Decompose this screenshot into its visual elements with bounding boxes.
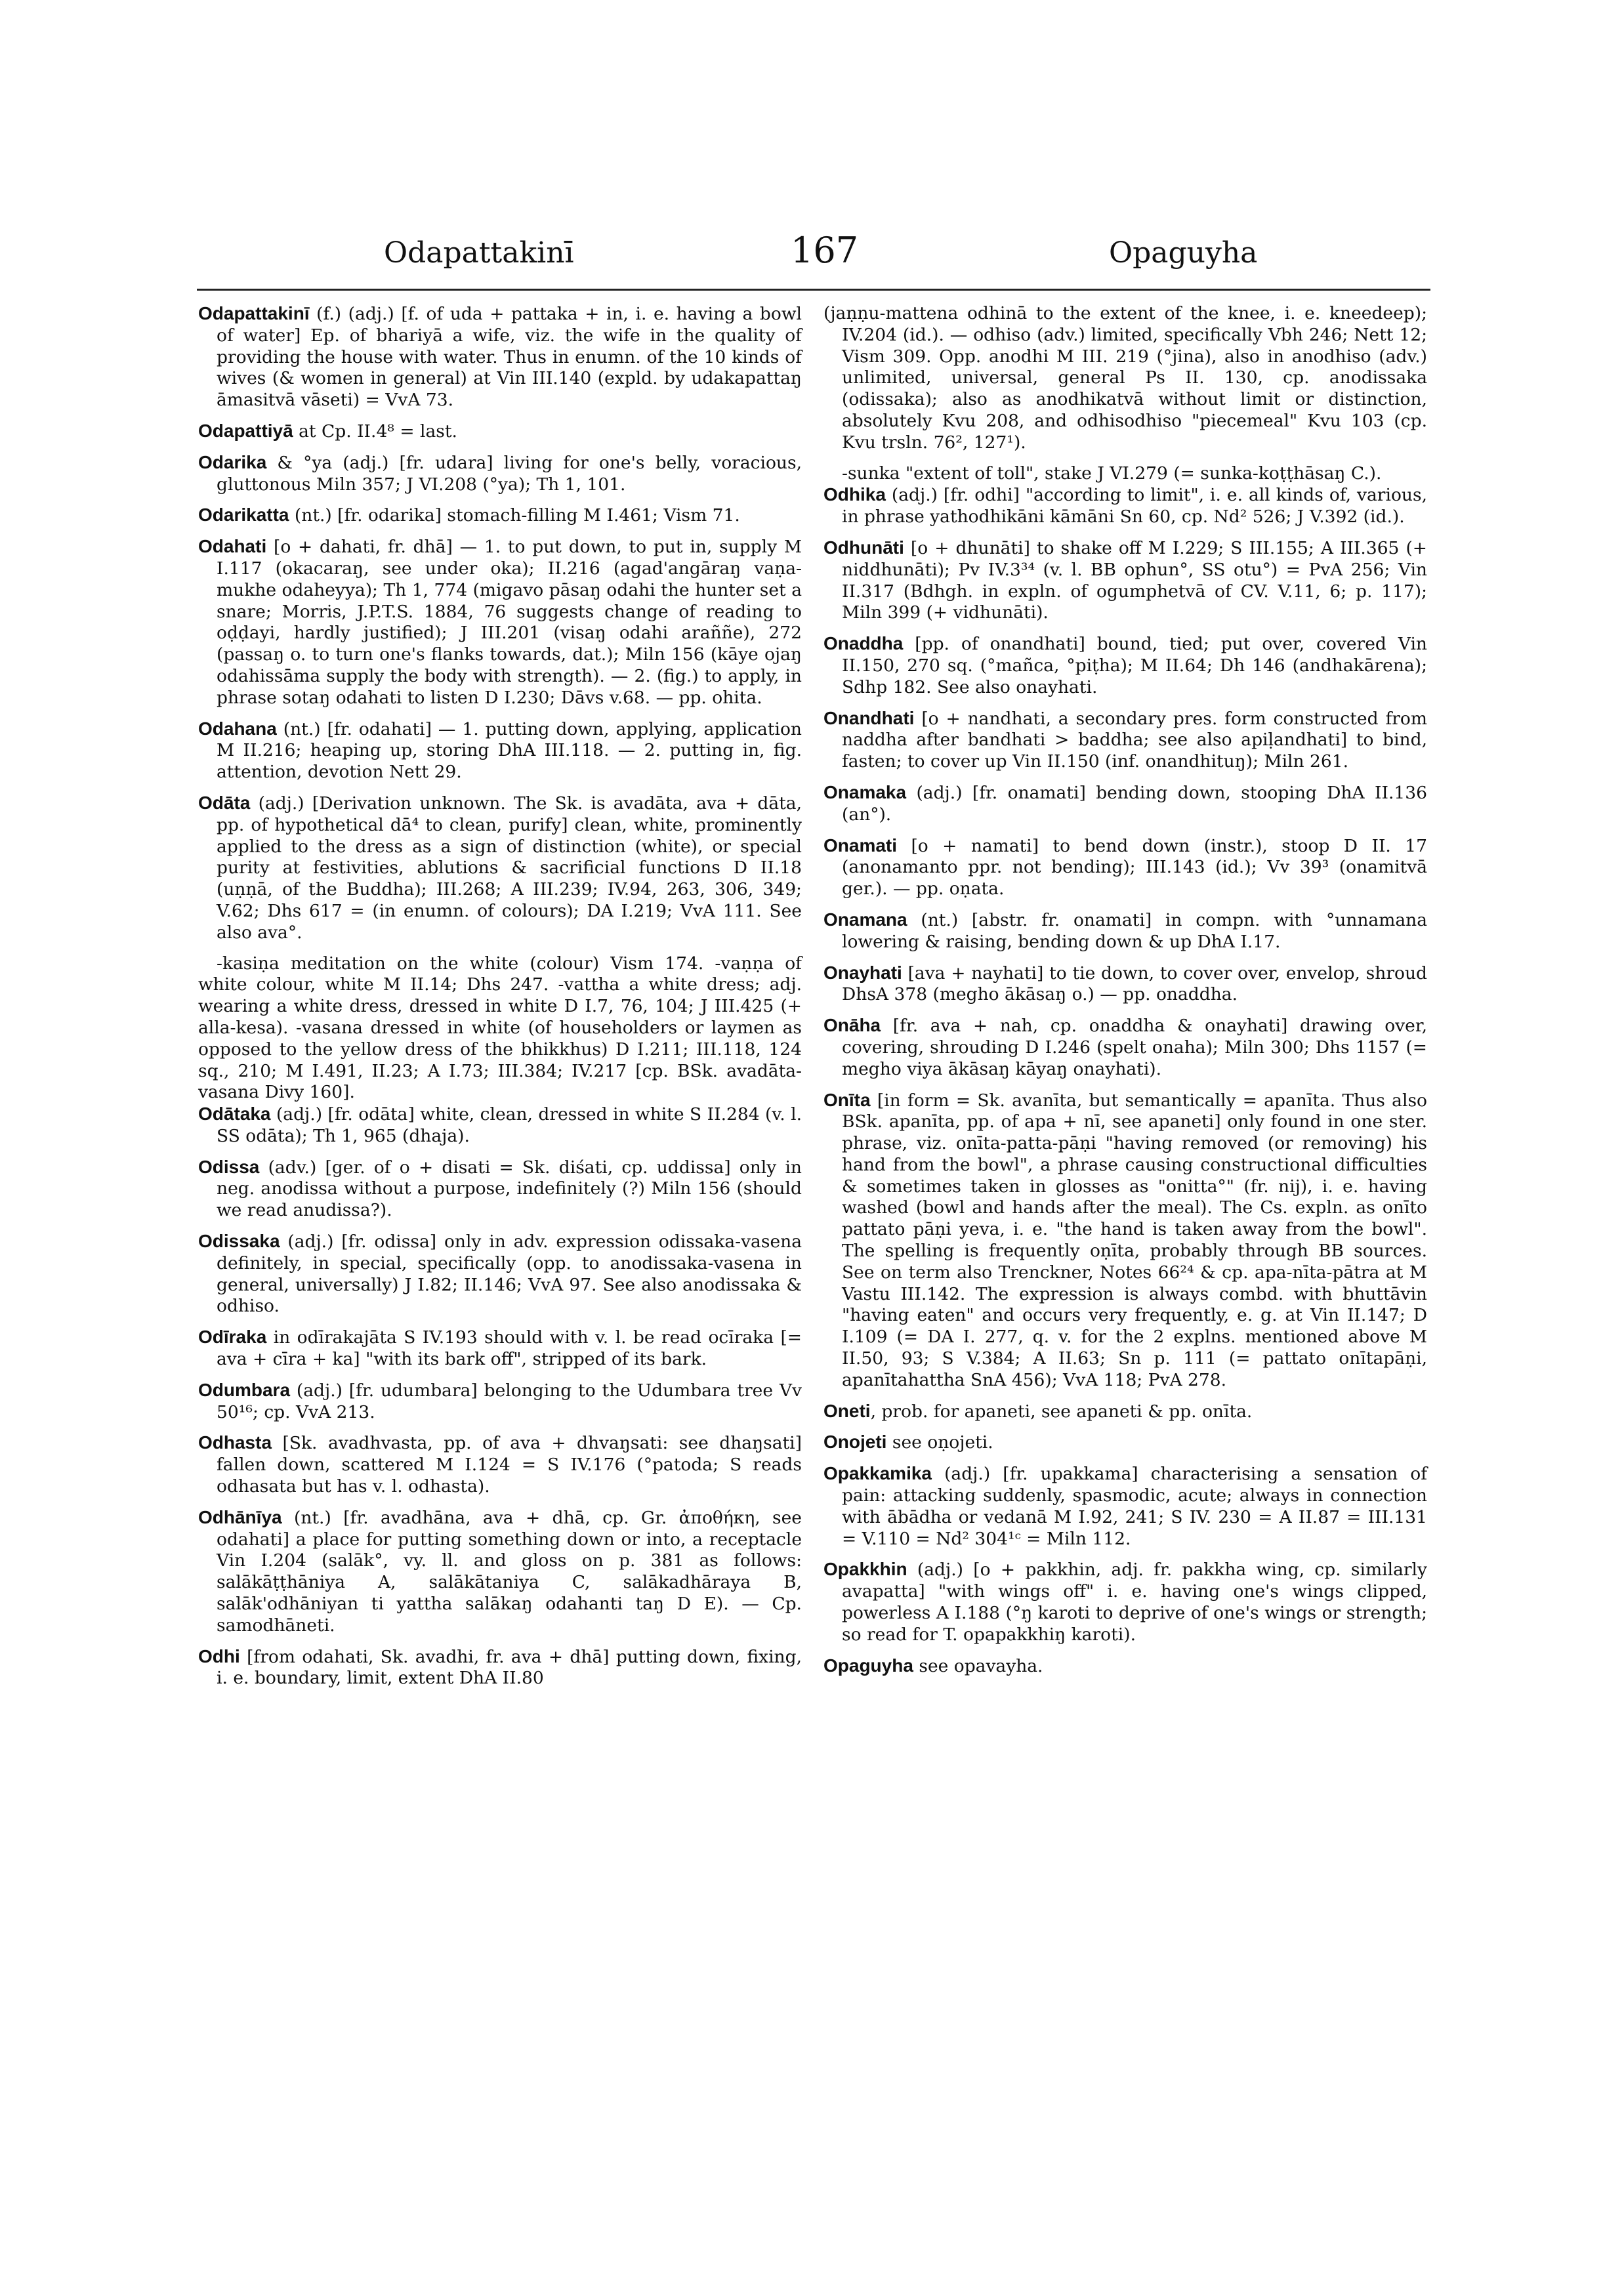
- entry-headword: Odapattiyā: [198, 420, 293, 441]
- entry-text: [fr. ava + nah, cp. onaddha & onayhati] drawing over, covering, shrouding D I.246 (spelt onaha); Miln 300; Dhs 1157 (= megho viya ākāsaŋ kāyaŋ onayhati).: [842, 1016, 1427, 1079]
- entry-text: (adj.) [fr. odāta] white, clean, dressed in white S II.284 (v. l. SS odāta); Th 1, 965 (dhaja).: [217, 1104, 802, 1146]
- entry-text: at Cp. II.4⁸ = last.: [293, 421, 457, 442]
- entry-text: (adj.) [Derivation unknown. The Sk. is avadāta, ava + dāta, pp. of hypothetical dā⁴ to clean, purify] clean, white, prominently applied to the dress as a sign of distinction (white), or special purity at festivities, ablutions & sacrificial functions D II.18 (uṇṇā, of the Buddha); III.268; A III.239; IV.94, 263, 306, 349; V.62; Dhs 617 = (in enumn. of colours); DA I.219; VvA 111. See also ava°.: [217, 793, 802, 943]
- entry-headword: Opakkhin: [823, 1559, 907, 1580]
- running-head-left: Odapattakinī: [384, 236, 574, 270]
- running-head-right: Opaguyha: [1109, 236, 1258, 270]
- entry-headword: Odhunāti: [823, 537, 904, 558]
- dictionary-entry: [823, 1015, 1427, 1080]
- entry-text: & °ya (adj.) [fr. udara] living for one's belly, voracious, gluttonous Miln 357; J VI.208 (°ya); Th 1, 101.: [217, 452, 802, 495]
- entry-text: [o + namati] to bend down (instr.), stoop D II. 17 (anonamanto ppr. not bending); III.143 (id.); Vv 39³ (onamitvā ger.). — pp. oṇata.: [842, 835, 1427, 899]
- dictionary-entry: [198, 1231, 802, 1317]
- entry-text: (adv.) [ger. of o + disati = Sk. diśati, cp. uddissa] only in neg. anodissa without a purpose, indefinitely (?) Miln 156 (should we read anudissa?).: [217, 1157, 802, 1221]
- entry-text: [from odahati, Sk. avadhi, fr. ava + dhā] putting down, fixing, i. e. boundary, limit, extent DhA II.80: [217, 1646, 802, 1689]
- dictionary-entry: [823, 909, 1427, 953]
- entry-text: (nt.) [fr. odarika] stomach-filling M I.461; Vism 71.: [289, 505, 740, 526]
- entry-headword: Odīraka: [198, 1327, 267, 1348]
- dictionary-entry: [823, 708, 1427, 773]
- dictionary-entry: [823, 835, 1427, 900]
- entry-text: see oṇojeti.: [886, 1432, 993, 1453]
- entry-headword: Onandhati: [823, 707, 915, 728]
- entry-headword: Odissaka: [198, 1231, 280, 1252]
- entry-headword: Odhi: [198, 1645, 240, 1666]
- dictionary-entry: [198, 793, 802, 944]
- dictionary-entry: [198, 421, 802, 443]
- entry-text: (adj.) [fr. odissa] only in adv. expression odissaka-vasena definitely, in special, specifically (opp. to anodissaka-vasena in general, universally) J I.82; II.146; VvA 97. See also anodissaka & odhiso.: [217, 1231, 802, 1317]
- dictionary-entry: [198, 536, 802, 709]
- entry-headword: Onīta: [823, 1089, 871, 1110]
- entry-text: (adj.) [fr. odhi] "according to limit", i. e. all kinds of, various, in phrase yathodhikāni kāmāni Sn 60, cp. Nd² 526; J V.392 (id.).: [842, 485, 1427, 527]
- dictionary-entry: [823, 633, 1427, 698]
- dictionary-entry: [198, 1380, 802, 1424]
- entry-headword: Odāta: [198, 792, 251, 813]
- entry-headword: Odahati: [198, 536, 267, 557]
- dictionary-entry: [198, 718, 802, 783]
- entry-headword: Onaddha: [823, 633, 904, 654]
- entry-text: [o + nandhati, a secondary pres. form constructed from naddha after bandhati > baddha; see also apiḷandhati] to bind, fasten; to cover up Vin II.150 (inf. onandhituŋ); Miln 261.: [842, 708, 1427, 772]
- entry-continuation: (jaṇṇu-mattena odhinā to the extent of the knee, i. e. kneedeep); IV.204 (id.). — odhiso (adv.) limited, specifically Vbh 246; Nett 12; Vism 309. Opp. anodhi M III. 219 (°jina), also in anodhiso (adv.) unlimited, universal, general Ps II. 130, cp. anodissaka (odissaka); also as anodhikatvā without limit or distinction, absolutely Kvu 208, and odhisodhiso "piecemeal" Kvu 103 (cp. Kvu trsln. 76², 127¹).: [823, 303, 1427, 453]
- entry-text: [in form = Sk. avanīta, but semantically = apanīta. Thus also BSk. apanīta, pp. of apa + nī, see apaneti] only found in one ster. phrase, viz. onīta-patta-pāṇi "having removed (or removing) his hand from the bowl", a phrase causing constructional difficulties & sometimes taken in glosses as "onitta°" (fr. nij), i. e. having washed (bowl and hands after the meal). The Cs. expln. as onīto pattato pāṇi yeva, i. e. "the hand is taken away from the bowl". The spelling is frequently oṇīta, probably through BB sources. See on term also Trenckner, Notes 66²⁴ & cp. apa-nīta-pātra at M Vastu III.142. The expression is always combd. with bhuttāvin "having eaten" and occurs very frequently, e. g. at Vin II.147; D I.109 (= DA I. 277, q. v. for the 2 explns. mentioned above M II.50, 93; S V.384; A II.63; Sn p. 111 (= pattato onītapāṇi, apanītahattha SnA 456); VvA 118; PvA 278.: [842, 1090, 1427, 1390]
- entry-text: (f.) (adj.) [f. of uda + pattaka + in, i. e. having a bowl of water] Ep. of bhariyā a wife, viz. the wife in the quality of providing the house with water. Thus in enumn. of the 10 kinds of wives (& women in general) at Vin III.140 (expld. by udakapattaŋ āmasitvā vāseti) = VvA 73.: [217, 304, 802, 411]
- entry-headword: Odarikatta: [198, 505, 289, 526]
- entry-compounds: -sunka "extent of toll", stake J VI.279 (= sunka-koṭṭhāsaŋ C.).: [842, 463, 1382, 484]
- dictionary-entry: [198, 1327, 802, 1371]
- left-column: [198, 303, 802, 1699]
- entry-text: [Sk. avadhvasta, pp. of ava + dhvaŋsati: see dhaŋsati] fallen down, scattered M I.124 = S IV.176 (°patoda; S reads odhasata but has v. l. odhasta).: [217, 1433, 802, 1497]
- entry-text: [ava + nayhati] to tie down, to cover over, envelop, shroud DhsA 378 (megho ākāsaŋ o.) — pp. onaddha.: [842, 962, 1427, 1005]
- dictionary-entry: [198, 1104, 802, 1148]
- dictionary-entry: [823, 1401, 1427, 1423]
- entry-text: (nt.) [fr. avadhāna, ava + dhā, cp. Gr. ἀποθήκη, see odahati] a place for putting something down or into, a receptacle Vin I.204 (salāk°, vy. ll. and gloss on p. 381 as follows: salākāṭṭhāniya A, salākātaniya C, salākadhāraya B, salāk'odhāniyan ti yattha salākaŋ odahanti taŋ D E). — Cp. samodhāneti.: [217, 1507, 802, 1636]
- entry-text: (nt.) [fr. odahati] — 1. putting down, applying, application M II.216; heaping up, storing DhA III.118. — 2. putting in, fig. attention, devotion Nett 29.: [217, 718, 802, 783]
- entry-text: [pp. of onandhati] bound, tied; put over, covered Vin II.150, 270 sq. (°mañca, °piṭha); M II.64; Dh 146 (andhakārena); Sdhp 182. See also onayhati.: [842, 634, 1427, 697]
- entry-text: [o + dhunāti] to shake off M I.229; S III.155; A III.365 (+ niddhunāti); Pv IV.3³⁴ (v. l. BB ophun°, SS otu°) = PvA 256; Vin II.317 (Bdhgh. in expln. of ogumphetvā of CV. V.11, 6; p. 117); Miln 399 (+ vidhunāti).: [842, 537, 1427, 623]
- entry-headword: Odissa: [198, 1156, 260, 1177]
- entry-headword: Odarika: [198, 451, 267, 472]
- dictionary-entry: [823, 1463, 1427, 1550]
- entry-text: in odīrakajāta S IV.193 should with v. l. be read ocīraka [= ava + cīra + ka] "with its bark off", stripped of its bark.: [217, 1327, 802, 1370]
- entry-text: (adj.) [o + pakkhin, adj. fr. pakkha wing, cp. similarly avapatta] "with wings off" i. e. having one's wings clipped, powerless A I.188 (°ŋ karoti to deprive of one's wings or strength; so read for T. opapakkhiŋ karoti).: [842, 1560, 1427, 1645]
- entry-headword: Odumbara: [198, 1379, 291, 1400]
- entry-headword: Onojeti: [823, 1432, 887, 1453]
- entry-headword: Onamaka: [823, 781, 907, 802]
- entry-text: (adj.) [fr. onamati] bending down, stooping DhA II.136 (an°).: [842, 782, 1427, 825]
- entry-text: (nt.) [abstr. fr. onamati] in compn. with °unnamana lowering & raising, bending down & up DhA I.17.: [842, 909, 1427, 952]
- entry-headword: Onamati: [823, 835, 898, 856]
- dictionary-entry: [198, 452, 802, 496]
- dictionary-entry: [823, 782, 1427, 826]
- entry-headword: Odhānīya: [198, 1506, 282, 1527]
- dictionary-entry: [198, 505, 802, 527]
- entry-headword: Opakkamika: [823, 1463, 932, 1484]
- dictionary-entry: [198, 1432, 802, 1497]
- entry-headword: Odātaka: [198, 1104, 271, 1125]
- entry-headword: Odhika: [823, 484, 886, 505]
- entry-headword: Onayhati: [823, 962, 902, 983]
- dictionary-entry: [823, 1655, 1427, 1678]
- dictionary-entry: [823, 484, 1427, 528]
- entry-headword: Odhasta: [198, 1432, 272, 1453]
- entry-text: see opavayha.: [913, 1655, 1043, 1676]
- dictionary-entry: [823, 962, 1427, 1006]
- header-rule: [197, 289, 1430, 291]
- entry-headword: Odahana: [198, 718, 277, 739]
- entry-headword: Onamana: [823, 909, 907, 930]
- entry-text: , prob. for apaneti, see apaneti & pp. onīta.: [870, 1401, 1253, 1422]
- dictionary-entry: [823, 1090, 1427, 1392]
- page-header: [0, 217, 1624, 276]
- entry-headword: Onāha: [823, 1015, 881, 1036]
- dictionary-entry: [198, 1507, 802, 1637]
- page-number: 167: [791, 230, 859, 271]
- entry-headword: Oneti: [823, 1400, 871, 1421]
- dictionary-entry: [823, 1559, 1427, 1645]
- dictionary-entry: [823, 537, 1427, 624]
- right-column: [823, 303, 1427, 1686]
- dictionary-entry: [198, 1646, 802, 1690]
- dictionary-entry: [198, 1157, 802, 1222]
- entry-compounds: -kasiṇa meditation on the white (colour) Vism 174. -vaṇṇa of white colour, white M II.14; Dhs 247. -vattha a white dress; adj. wearing a white dress, dressed in white D I.7, 76, 104; J III.425 (+ alla-kesa). -vasana dressed in white (of householders or laymen as opposed to the yellow dress of the bhikkhus) D I.211; III.118, 124 sq., 210; M I.491, II.23; A I.73; III.384; IV.217 [cp. BSk. avadāta-vasana Divy 160].: [198, 953, 802, 1103]
- entry-text: (adj.) [fr. udumbara] belonging to the Udumbara tree Vv 50¹⁶; cp. VvA 213.: [217, 1380, 802, 1422]
- dictionary-entry: [198, 303, 802, 411]
- entry-text: [o + dahati, fr. dhā] — 1. to put down, to put in, supply M I.117 (okacaraŋ, see under oka); II.216 (agad'angāraŋ vaṇa-mukhe odaheyya); Th 1, 774 (migavo pāsaŋ odahi the hunter set a snare; Morris, J.P.T.S. 1884, 76 suggests change of reading to oḍḍayi, hardly justified); J III.201 (visaŋ odahi araññe), 272 (passaŋ o. to turn one's flanks towards, dat.); Miln 156 (kāye ojaŋ odahissāma supply the body with strength). — 2. (fig.) to apply, in phrase sotaŋ odahati to listen D I.230; Dāvs v.68. — pp. ohita.: [217, 537, 802, 708]
- dictionary-entry: [823, 1432, 1427, 1454]
- entry-text: (adj.) [fr. upakkama] characterising a sensation of pain: attacking suddenly, spasmodic, acute; always in connection with ābādha or vedanā M I.92, 241; S IV. 230 = A II.87 = III.131 = V.110 = Nd² 304¹ᶜ = Miln 112.: [842, 1464, 1427, 1549]
- entry-headword: Opaguyha: [823, 1655, 913, 1676]
- entry-headword: Odapattakinī: [198, 303, 310, 323]
